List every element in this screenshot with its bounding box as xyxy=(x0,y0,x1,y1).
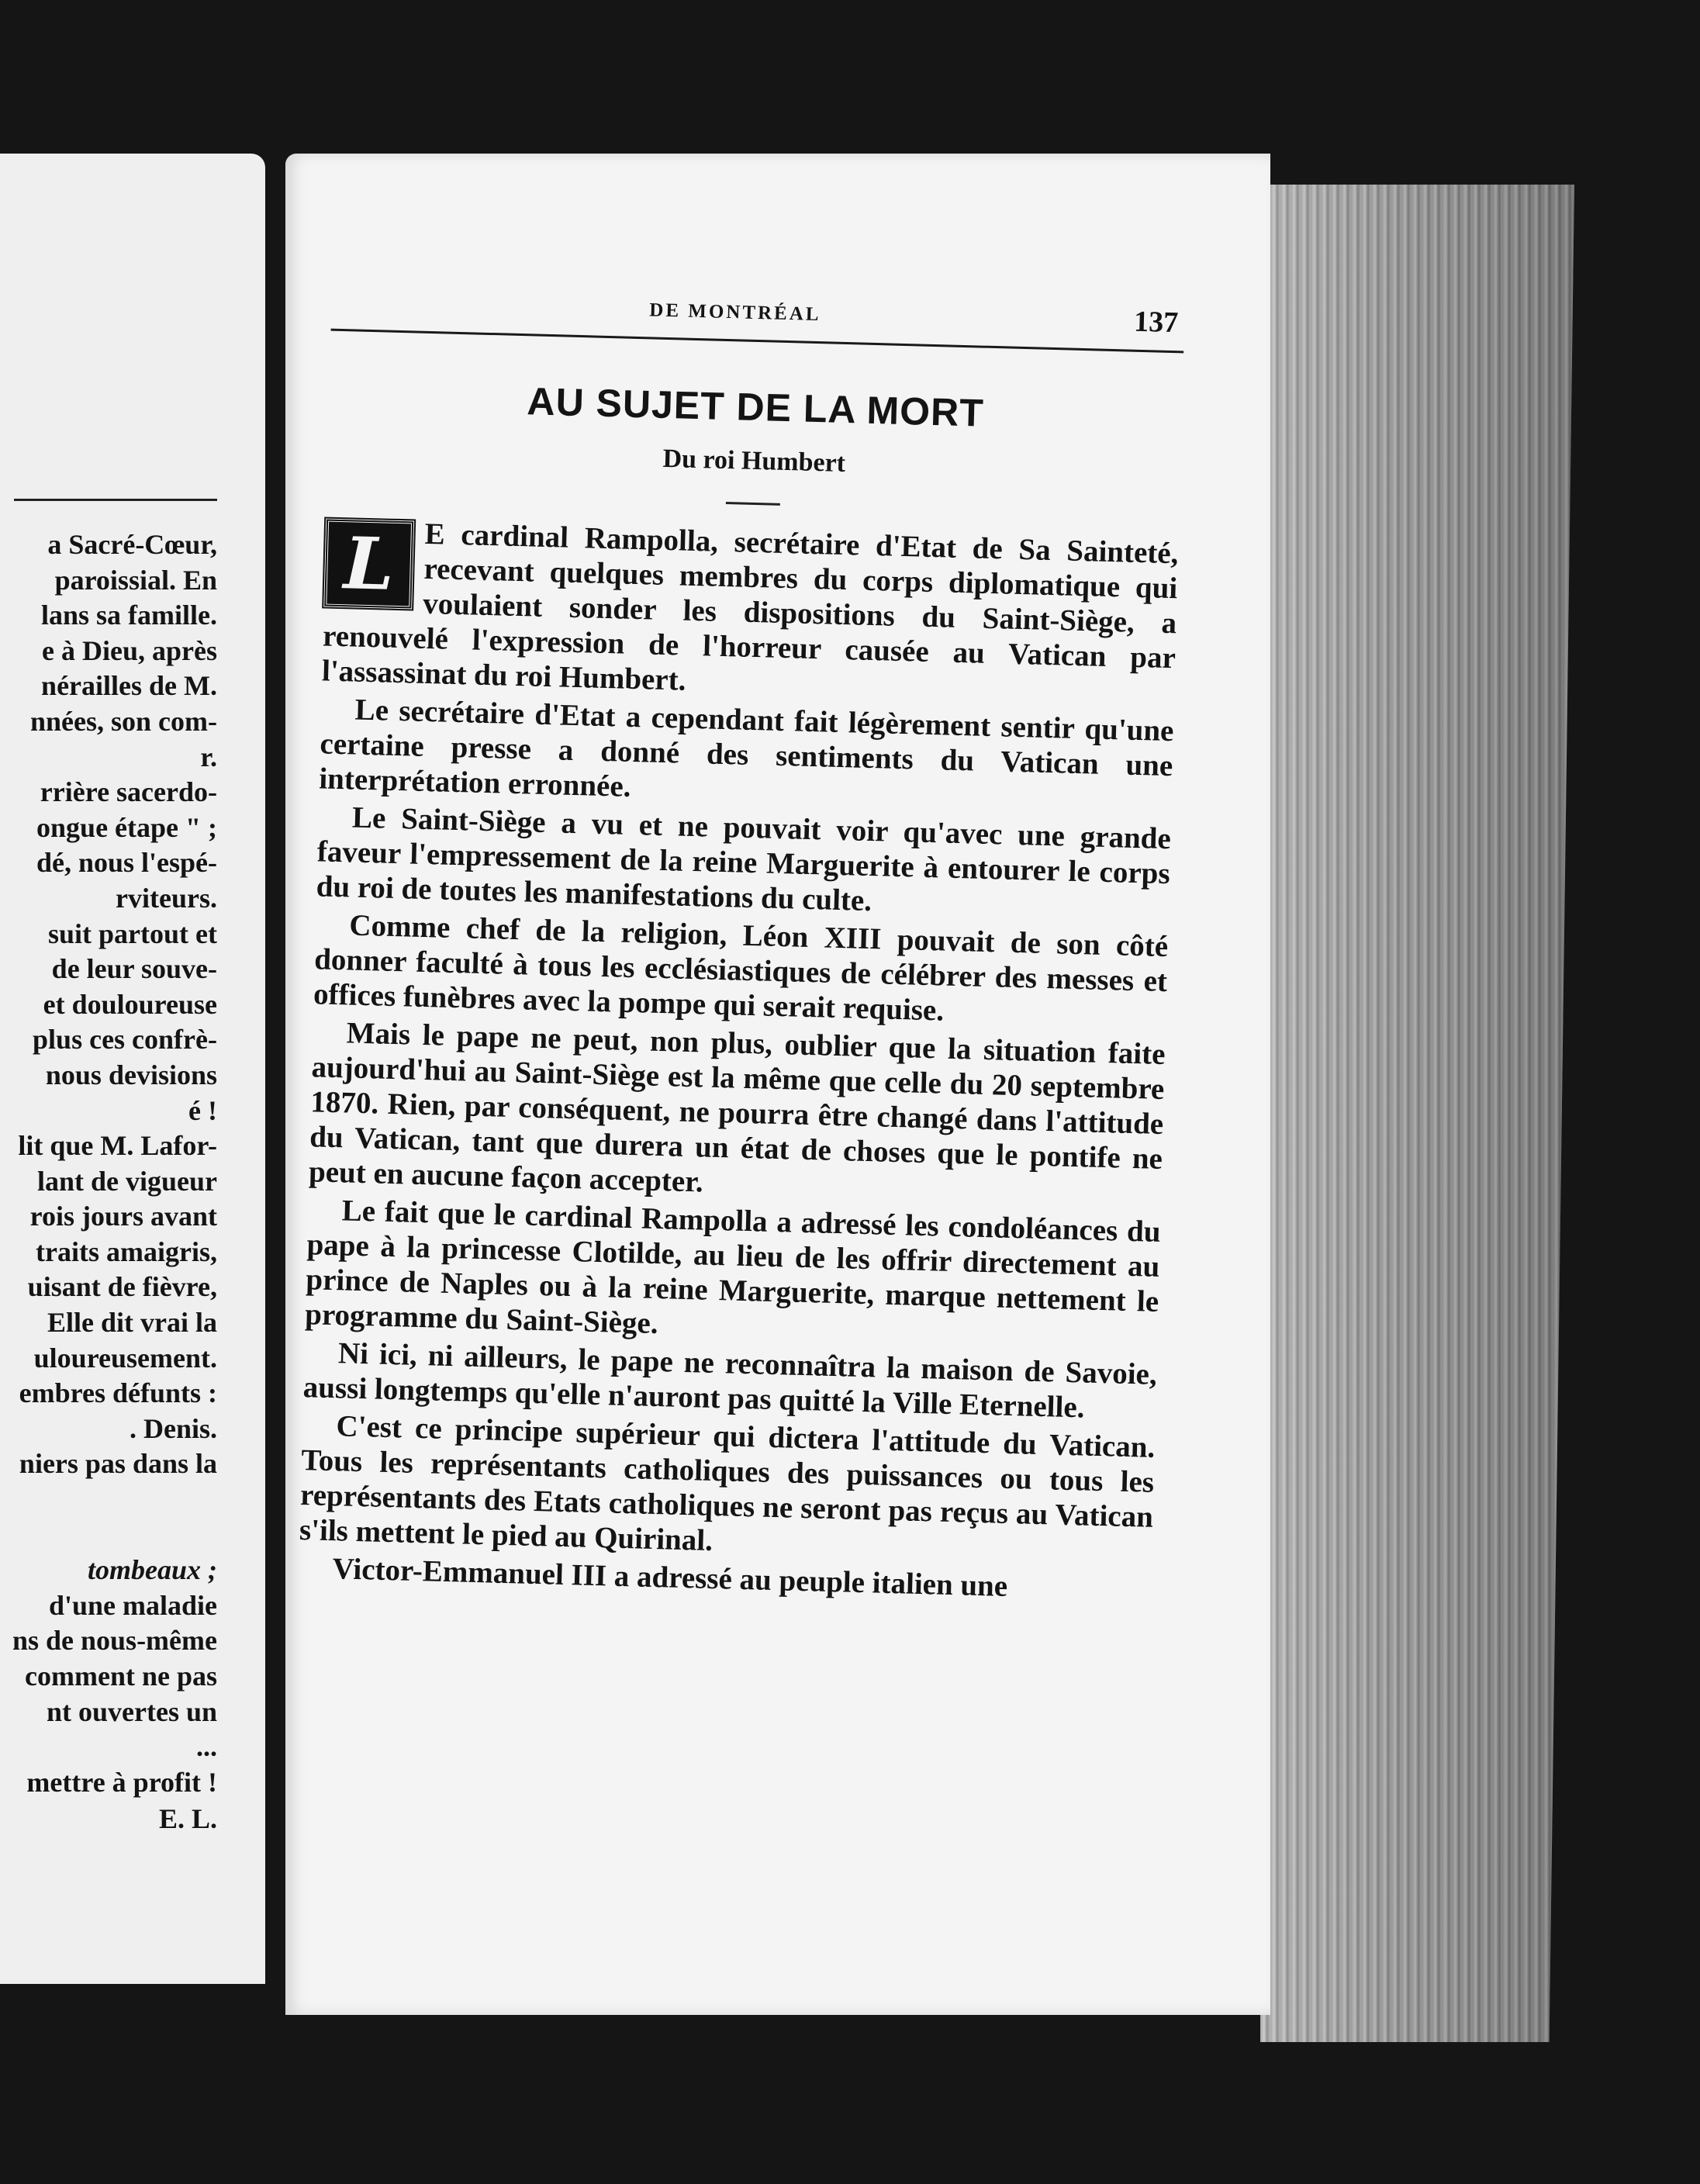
title-divider xyxy=(726,502,780,506)
text-line: dé, nous l'espé- xyxy=(36,847,217,879)
paragraph xyxy=(321,514,1179,711)
article-subtitle: Du roi Humbert xyxy=(662,444,846,479)
text-line xyxy=(0,1482,217,1518)
text-line: embres défunts : xyxy=(19,1377,217,1409)
text-line: suit partout et xyxy=(48,917,217,949)
text-line: tombeaux ; xyxy=(88,1554,217,1586)
text-line: rrière sacerdo- xyxy=(40,776,217,808)
text-line: mettre à profit ! xyxy=(26,1766,217,1798)
header-rule xyxy=(14,499,217,501)
article-body xyxy=(298,514,1179,1608)
paragraph: Le fait que le cardinal Rampolla a adressé les condoléances du pape à la princesse Clotilde, au lieu de les offrir directement au prince de Naples ou à la reine Marguerite, marque nettement le programme du Saint-Siège. xyxy=(304,1194,1162,1341)
dropcap-initial: L xyxy=(323,518,414,609)
text-line: uisant de fièvre, xyxy=(27,1271,217,1303)
text-line: r. xyxy=(200,741,217,772)
text-line: lans sa famille. xyxy=(40,600,217,631)
text-line: ... xyxy=(196,1731,217,1763)
text-line: ns de nous-même xyxy=(12,1625,217,1657)
paragraph-text: E cardinal Rampolla, secrétaire d'Etat de Sa Sainteté, recevant quelques membres du corps diplomatique qui voulaient sonder les dispositions du Saint-Siège, a renouvelé l'expression de l'horreur causée au Vatican par l'assassinat du roi Humbert. xyxy=(321,517,1179,697)
paragraph: Comme chef de la religion, Léon XIII pouvait de son côté donner faculté à tous les ecclésiastiques de célébrer des messes et offices funèbres avec la pompe qui serait requise. xyxy=(313,908,1169,1028)
paragraph: Le Saint-Siège a vu et ne pouvait voir qu'avec une grande faveur l'empressement de la reine Marguerite à entourer le corps du roi de toutes les manifestations du culte. xyxy=(316,800,1172,918)
signature: E. L. xyxy=(158,1803,217,1835)
text-line: nous devisions xyxy=(45,1059,217,1090)
paragraph: C'est ce principe supérieur qui dictera l'attitude du Vatican. Tous les représentants catholiques des puissances ou tous les représentants des Etats catholiques ne seront pas reçus au Vatican s'ils mettent le pied au Quirinal. xyxy=(299,1409,1156,1557)
text-line: niers pas dans la xyxy=(19,1448,217,1480)
book-fore-edge xyxy=(1260,185,1574,2042)
page-content xyxy=(298,282,1185,1611)
paragraph: Le secrétaire d'Etat a cependant fait légèrement sentir qu'une certaine presse a donné des sentiments du Vatican une interprétation erronnée. xyxy=(318,693,1174,803)
text-line: nnées, son com- xyxy=(30,705,217,737)
text-line: nérailles de M. xyxy=(41,670,217,702)
text-line: paroissial. En xyxy=(54,564,217,596)
text-line: d'une maladie xyxy=(48,1589,217,1621)
article-title: AU SUJET DE LA MORT xyxy=(526,379,985,435)
page-number: 137 xyxy=(1133,305,1179,340)
paragraph: Victor-Emmanuel III a adressé au peuple italien une xyxy=(332,1552,1008,1603)
text-line: de leur souve- xyxy=(51,953,217,985)
text-line: comment ne pas xyxy=(25,1660,217,1692)
text-line: lit que M. Lafor- xyxy=(18,1130,217,1162)
header-rule xyxy=(331,329,1184,354)
text-line: . Denis. xyxy=(129,1412,217,1444)
previous-page-text xyxy=(0,527,217,1837)
text-line: nt ouvertes un xyxy=(46,1695,217,1727)
text-line: rviteurs. xyxy=(116,882,217,914)
text-line: uloureusement. xyxy=(33,1342,217,1374)
paragraph: Ni ici, ni ailleurs, le pape ne reconnaîtra la maison de Savoie, aussi longtemps qu'elle n'auront pas quitté la Ville Eternelle. xyxy=(302,1336,1158,1425)
text-line: a Sacré-Cœur, xyxy=(47,529,217,560)
text-line: Elle dit vrai la xyxy=(47,1307,217,1339)
text-line: et douloureuse xyxy=(43,988,217,1020)
text-line: é ! xyxy=(188,1094,217,1126)
current-page xyxy=(285,154,1270,2015)
text-line: ongue étape " ; xyxy=(36,811,217,843)
running-header xyxy=(330,282,1184,359)
text-line xyxy=(0,1518,217,1553)
previous-page xyxy=(0,154,265,1984)
text-line: rois jours avant xyxy=(29,1201,217,1232)
text-line: e à Dieu, après xyxy=(42,634,217,666)
paragraph: Mais le pape ne peut, non plus, oublier que la situation faite aujourd'hui au Saint-Siège est la même que celle du 20 septembre 1870. Rien, par conséquent, ne pourra être changé dans l'attitude du Vatican, tant que durera un état de choses que le pontife ne peut en aucune façon accepter. xyxy=(308,1016,1166,1199)
text-line: plus ces confrè- xyxy=(33,1024,217,1056)
text-line: traits amaigris, xyxy=(36,1235,217,1267)
text-line: lant de vigueur xyxy=(36,1165,217,1197)
running-title: DE MONTRÉAL xyxy=(649,299,821,326)
